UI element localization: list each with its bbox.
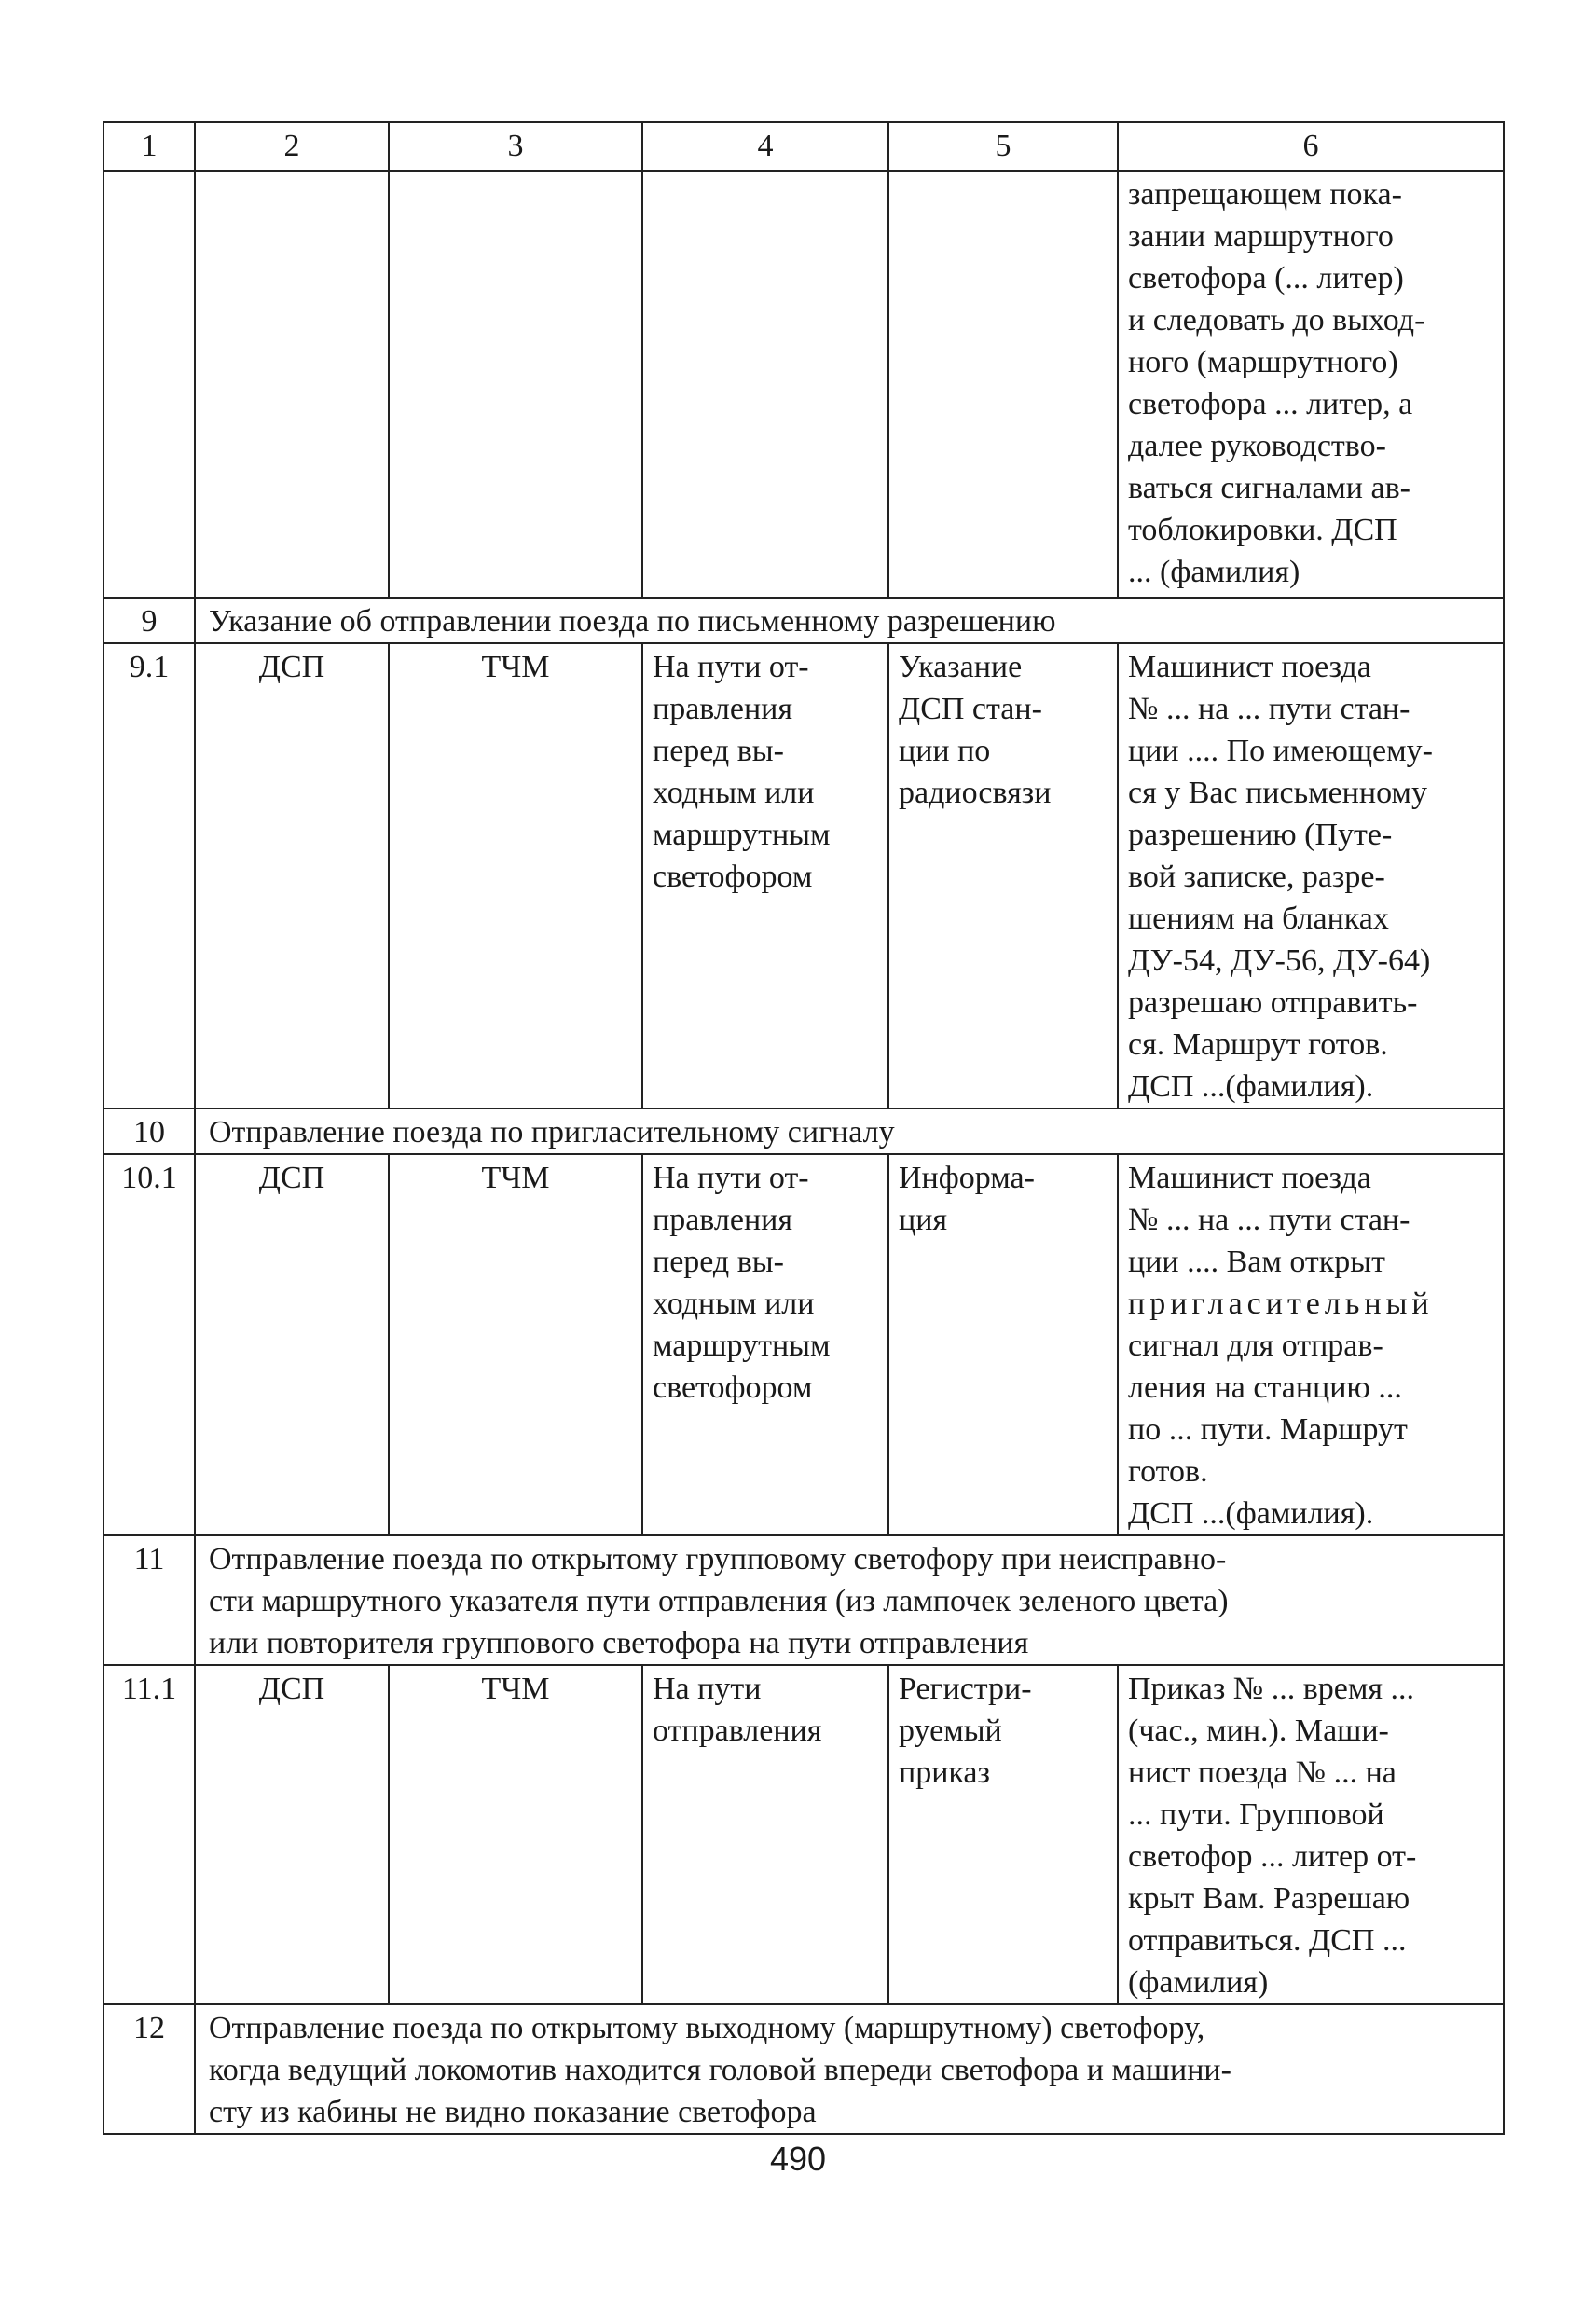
sender-cell: ДСП [195, 643, 389, 1108]
message-cell: Приказ № ... время ... (час., мин.). Маши- нист поезда № ... на ... пути. Групповой светофор ... литер от- крыт Вам. Разрешаю отправиться. ДСП ... (фамилия) [1118, 1665, 1504, 2004]
form-cell: Информа- ция [888, 1154, 1118, 1535]
section-row [103, 2004, 1504, 2134]
item-number: 11.1 [103, 1665, 195, 2004]
message-cell: Машинист поезда № ... на ... пути стан- ции .... По имеющему- ся у Вас письменному разрешению (Путе- вой записке, разре- шениям на бланках ДУ-54, ДУ-56, ДУ-64) разрешаю отправить- ся. Маршрут готов. ДСП ...(фамилия). [1118, 643, 1504, 1108]
table-row [103, 643, 1504, 1108]
header-row [103, 122, 1504, 171]
section-title: Отправление поезда по открытому групповому светофору при неисправно- сти маршрутного указателя пути отправления (из лампочек зеленого цвета) или повторителя группового светофора на пути отправления [195, 1535, 1504, 1665]
recipient-cell: ТЧМ [389, 1154, 642, 1535]
section-number: 12 [103, 2004, 195, 2134]
header-cell: 6 [1118, 122, 1504, 171]
section-number: 11 [103, 1535, 195, 1665]
header-cell: 5 [888, 122, 1118, 171]
header-cell: 2 [195, 122, 389, 171]
page-number: 490 [769, 2140, 827, 2178]
section-number: 10 [103, 1108, 195, 1154]
item-number: 9.1 [103, 643, 195, 1108]
header-cell: 3 [389, 122, 642, 171]
header-cell: 4 [642, 122, 888, 171]
form-cell: Указание ДСП стан- ции по радиосвязи [888, 643, 1118, 1108]
continued-text-cell: запрещающем пока- зании маршрутного светофора (... литер) и следовать до выход- ного (маршрутного) светофора ... литер, а далее руководство- ваться сигналами ав- тоблокировки. ДСП ... (фамилия) [1118, 171, 1504, 598]
header-cell: 1 [103, 122, 195, 171]
section-row [103, 598, 1504, 643]
sender-cell: ДСП [195, 1665, 389, 2004]
table-row [103, 1154, 1504, 1535]
table-row [103, 171, 1504, 598]
message-cell: Машинист поезда № ... на ... пути стан- ции .... Вам открыт пригласительный сигнал для отправ- ления на станцию ... по ... пути. Маршрут готов. ДСП ...(фамилия). [1118, 1154, 1504, 1535]
section-title: Отправление поезда по открытому выходному (маршрутному) светофору, когда ведущий локомотив находится головой впереди светофора и машини- сту из кабины не видно показание светофора [195, 2004, 1504, 2134]
section-title: Отправление поезда по пригласительному сигналу [195, 1108, 1504, 1154]
location-cell: На пути отправления [642, 1665, 888, 2004]
location-cell: На пути от- правления перед вы- ходным или маршрутным светофором [642, 1154, 888, 1535]
section-number: 9 [103, 598, 195, 643]
recipient-cell: ТЧМ [389, 1665, 642, 2004]
form-cell: Регистри- руемый приказ [888, 1665, 1118, 2004]
section-row [103, 1108, 1504, 1154]
section-row [103, 1535, 1504, 1665]
sender-cell: ДСП [195, 1154, 389, 1535]
location-cell: На пути от- правления перед вы- ходным или маршрутным светофором [642, 643, 888, 1108]
item-number: 10.1 [103, 1154, 195, 1535]
table-row [103, 1665, 1504, 2004]
recipient-cell: ТЧМ [389, 643, 642, 1108]
document-table [103, 121, 1505, 2135]
section-title: Указание об отправлении поезда по письменному разрешению [195, 598, 1504, 643]
